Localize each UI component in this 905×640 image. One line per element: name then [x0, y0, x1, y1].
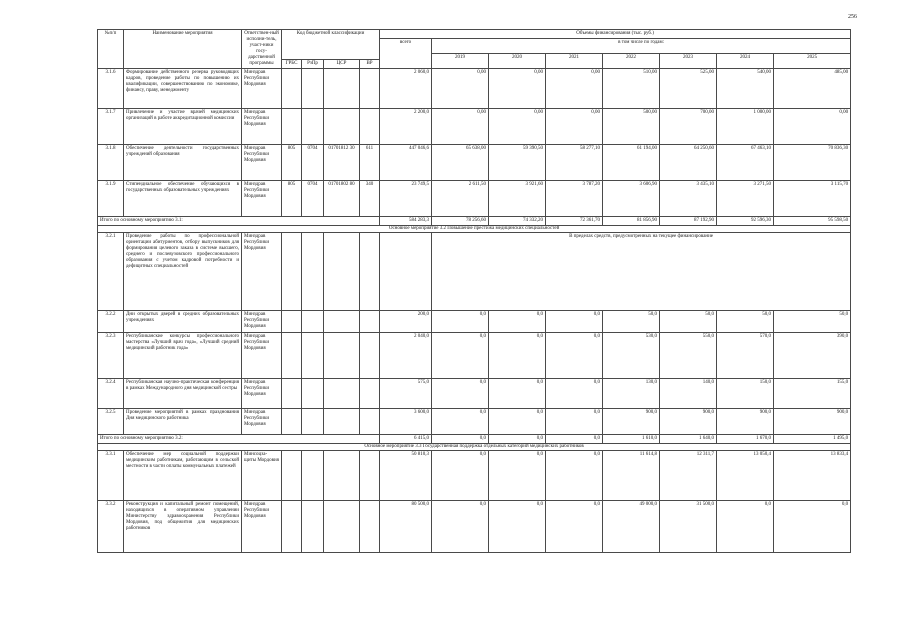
row-year-value: 3 787,20 [546, 181, 603, 217]
row-csr: 01701812 30 [324, 145, 360, 181]
row-csr [324, 311, 360, 333]
row-vr [360, 501, 380, 553]
row-rzpr [302, 409, 324, 435]
row-number: 3.2.4 [98, 379, 124, 409]
row-year-value: 0,0 [774, 501, 851, 553]
table-row [98, 311, 851, 333]
row-number: 3.2.1 [98, 233, 124, 311]
row-year-value: 0,00 [774, 109, 851, 145]
section-title: Основное мероприятие 3.3 Государственная поддержка отдельных категорий медицинских работников [98, 444, 851, 451]
row-year-value: 50,0 [660, 311, 717, 333]
row-responsible: Минздрав Республики Мордовия [242, 109, 282, 145]
row-year-value: 0,0 [432, 379, 489, 409]
header-including: в том числе по годам: [432, 39, 851, 54]
row-year-value: 12 311,7 [660, 451, 717, 501]
page-number: 256 [848, 14, 857, 20]
row-year-value: 0,0 [489, 451, 546, 501]
row-year-value: 510,00 [603, 69, 660, 109]
total-year-value: 72 361,70 [546, 217, 603, 226]
header-year: 2019 [432, 54, 489, 69]
row-year-value: 900,0 [774, 409, 851, 435]
row-vr [360, 409, 380, 435]
row-year-value: 1 000,00 [717, 109, 774, 145]
row-total: 575,0 [380, 379, 432, 409]
row-total: 50 810,3 [380, 451, 432, 501]
row-year-value: 0,0 [546, 451, 603, 501]
row-year-value: 0,0 [489, 379, 546, 409]
row-year-value: 61 194,00 [603, 145, 660, 181]
row-year-value: 2 611,50 [432, 181, 489, 217]
row-total: 200,0 [380, 311, 432, 333]
row-number: 3.1.7 [98, 109, 124, 145]
total-year-value: 1 610,0 [603, 435, 660, 444]
row-year-value: 550,0 [660, 333, 717, 379]
row-year-value: 900,0 [717, 409, 774, 435]
row-grbs [282, 333, 302, 379]
table-row [98, 145, 851, 181]
total-year-value: 92 596,30 [717, 217, 774, 226]
total-year-value: 81 856,90 [603, 217, 660, 226]
table-row [98, 451, 851, 501]
total-row [98, 435, 851, 444]
row-csr [324, 333, 360, 379]
row-total: 447 046,6 [380, 145, 432, 181]
header-total: всего [380, 39, 432, 69]
row-name: Обеспечение мер социальной поддержки медицинским работникам, работающим в сельской местности в части оплаты коммунальных платежей [124, 451, 242, 501]
row-grbs [282, 69, 302, 109]
row-code-empty [324, 233, 360, 311]
header-year: 2025 [774, 54, 851, 69]
row-year-value: 540,00 [717, 69, 774, 109]
row-year-value: 0,0 [489, 501, 546, 553]
row-year-value: 0,0 [546, 379, 603, 409]
row-year-value: 570,0 [717, 333, 774, 379]
row-year-value: 0,00 [432, 109, 489, 145]
row-grbs: 805 [282, 181, 302, 217]
row-grbs [282, 501, 302, 553]
row-responsible: Минздрав Республики Мордовия [242, 333, 282, 379]
row-year-value: 0,00 [432, 69, 489, 109]
row-year-value: 0,0 [489, 409, 546, 435]
row-year-value: 3 606,90 [603, 181, 660, 217]
total-year-value: 0,0 [489, 435, 546, 444]
row-total: 2 200,0 [380, 109, 432, 145]
row-code-empty [360, 233, 380, 311]
table-row [98, 409, 851, 435]
header-responsible: Ответствен-ный исполни-тель, участ-ники госу-дарственной программы [242, 30, 282, 69]
funding-note [432, 233, 851, 311]
row-year-value: 900,0 [603, 409, 660, 435]
row-year-value: 50,0 [603, 311, 660, 333]
header-year: 2021 [546, 54, 603, 69]
total-year-value: 0,0 [432, 435, 489, 444]
row-csr [324, 409, 360, 435]
row-year-value: 49 000,0 [603, 501, 660, 553]
row-year-value: 65 638,00 [432, 145, 489, 181]
row-year-value: 58 277,10 [546, 145, 603, 181]
row-name: Привлечение и участие врачей медицинских организаций в работе аккредитационной комиссии [124, 109, 242, 145]
row-rzpr [302, 451, 324, 501]
row-vr [360, 311, 380, 333]
total-year-value: 74 332,20 [489, 217, 546, 226]
row-year-value: 64 250,60 [660, 145, 717, 181]
row-name: Республиканская научно-практическая конференция в рамках Международного дня медицинской сестры [124, 379, 242, 409]
header-year: 2023 [660, 54, 717, 69]
row-year-value: 3 271,50 [717, 181, 774, 217]
row-number: 3.3.2 [98, 501, 124, 553]
row-year-value: 0,00 [489, 69, 546, 109]
row-code-empty [282, 233, 302, 311]
row-code-empty [302, 233, 324, 311]
row-responsible: Минздрав Республики Мордовия [242, 379, 282, 409]
row-total: 2 040,0 [380, 333, 432, 379]
row-year-value: 0,0 [432, 451, 489, 501]
table-row [98, 69, 851, 109]
row-year-value: 67 463,10 [717, 145, 774, 181]
header-funding: Объемы финансирования (тыс. руб.) [380, 30, 851, 39]
row-year-value: 50,0 [717, 311, 774, 333]
row-rzpr [302, 69, 324, 109]
total-year-value: 78 256,60 [432, 217, 489, 226]
row-vr: 340 [360, 181, 380, 217]
total-sum: 6 415,0 [380, 435, 432, 444]
row-total-empty [380, 233, 432, 311]
row-year-value: 140,0 [660, 379, 717, 409]
row-year-value: 155,0 [774, 379, 851, 409]
row-grbs [282, 109, 302, 145]
row-year-value: 900,0 [660, 409, 717, 435]
total-year-value: 95 598,50 [774, 217, 851, 226]
header-year: 2024 [717, 54, 774, 69]
row-year-value: 0,0 [546, 311, 603, 333]
row-year-value: 0,0 [546, 333, 603, 379]
total-year-value: 87 192,90 [660, 217, 717, 226]
row-year-value: 13 050,4 [717, 451, 774, 501]
row-csr [324, 451, 360, 501]
row-year-value: 11 614,8 [603, 451, 660, 501]
row-year-value: 0,0 [546, 501, 603, 553]
row-vr [360, 69, 380, 109]
row-csr [324, 109, 360, 145]
row-year-value: 0,0 [432, 333, 489, 379]
row-year-value: 59 390,50 [489, 145, 546, 181]
row-year-value: 130,0 [603, 379, 660, 409]
row-rzpr [302, 333, 324, 379]
row-year-value: 150,0 [717, 379, 774, 409]
funding-table [97, 29, 851, 553]
header-name: Наименование мероприятия [124, 30, 242, 69]
row-year-value: 0,0 [546, 409, 603, 435]
total-year-value: 1 495,0 [774, 435, 851, 444]
row-year-value: 70 836,30 [774, 145, 851, 181]
table-row [98, 233, 851, 311]
table-row [98, 379, 851, 409]
row-responsible: Минсоцза-щиты Мордовия [242, 451, 282, 501]
row-grbs [282, 409, 302, 435]
row-responsible: Минздрав Республики Мордовия [242, 501, 282, 553]
row-year-value: 525,00 [660, 69, 717, 109]
row-vr [360, 333, 380, 379]
table-row [98, 109, 851, 145]
header-code: ЦСР [324, 60, 360, 69]
section-title: Основное мероприятие 3.2 Повышение престижа медицинских специальностей [98, 226, 851, 233]
row-year-value: 700,00 [660, 109, 717, 145]
total-year-value: 0,0 [546, 435, 603, 444]
total-label: Итого по основному мероприятию 3.1: [98, 217, 380, 226]
row-vr [360, 379, 380, 409]
row-number: 3.2.5 [98, 409, 124, 435]
header-code: ВР [360, 60, 380, 69]
row-year-value: 13 833,4 [774, 451, 851, 501]
row-rzpr: 0704 [302, 145, 324, 181]
row-year-value: 0,0 [432, 409, 489, 435]
row-name: Проведение работы по профессиональной ориентации абитуриентов, отбору выпускников для формирования целевого заказа в системе высшего, среднего и послевузовского профессионального образования с учетом кадровой потребности и дефицитных специальностей [124, 233, 242, 311]
row-vr: 611 [360, 145, 380, 181]
row-name: Проведение мероприятий в рамках празднования Дня медицинского работника [124, 409, 242, 435]
row-total: 23 749,5 [380, 181, 432, 217]
total-year-value: 1 670,0 [717, 435, 774, 444]
row-responsible: Минздрав Республики Мордовия [242, 145, 282, 181]
row-name: Дни открытых дверей в средних образовательных учреждениях [124, 311, 242, 333]
total-label: Итого по основному мероприятию 3.2: [98, 435, 380, 444]
header-year: 2020 [489, 54, 546, 69]
row-responsible: Минздрав Республики Мордовия [242, 233, 282, 311]
total-sum: 584 283,3 [380, 217, 432, 226]
row-year-value: 31 500,0 [660, 501, 717, 553]
row-year-value: 0,0 [489, 333, 546, 379]
header-year: 2022 [603, 54, 660, 69]
row-number: 3.1.8 [98, 145, 124, 181]
total-year-value: 1 640,0 [660, 435, 717, 444]
header-code: РзПр [302, 60, 324, 69]
row-name: Реконструкция и капитальный ремонт помещений, находящихся в оперативном управлении Министерству здравоохранения Республики Мордовия, под общежития для медицинских работников [124, 501, 242, 553]
header-budget-code: Код бюджетной классификации [282, 30, 380, 60]
total-row [98, 217, 851, 226]
row-number: 3.1.6 [98, 69, 124, 109]
row-csr: 01701802 80 [324, 181, 360, 217]
row-year-value: 3 435,10 [660, 181, 717, 217]
section-row [98, 226, 851, 233]
row-rzpr: 0704 [302, 181, 324, 217]
row-responsible: Минздрав Республики Мордовия [242, 409, 282, 435]
row-number: 3.2.3 [98, 333, 124, 379]
row-total: 80 500,0 [380, 501, 432, 553]
row-year-value: 0,00 [546, 109, 603, 145]
row-year-value: 0,0 [432, 501, 489, 553]
row-year-value: 3 115,70 [774, 181, 851, 217]
row-name: Стипендиальное обеспечение обучающихся в государственных образовательных учреждениях [124, 181, 242, 217]
row-year-value: 0,00 [546, 69, 603, 109]
row-responsible: Минздрав Республики Мордовия [242, 181, 282, 217]
row-rzpr [302, 109, 324, 145]
row-rzpr [302, 311, 324, 333]
row-vr [360, 451, 380, 501]
row-grbs [282, 451, 302, 501]
row-year-value: 3 921,60 [489, 181, 546, 217]
table-row [98, 501, 851, 553]
row-name: Формирование действенного резерва руководящих кадров, проведение работы по повышению их квалификации, совершенствованию по экономике, финансу, праву, менеджменту [124, 69, 242, 109]
header-code: ГРБС [282, 60, 302, 69]
row-year-value: 500,00 [603, 109, 660, 145]
section-row [98, 444, 851, 451]
row-csr [324, 501, 360, 553]
header-row-1 [98, 30, 851, 39]
row-name: Обеспечение деятельности государственных учреждений образования [124, 145, 242, 181]
row-year-value: 50,0 [774, 311, 851, 333]
row-number: 3.3.1 [98, 451, 124, 501]
row-responsible: Минздрав Республики Мордовия [242, 69, 282, 109]
row-total: 3 600,0 [380, 409, 432, 435]
row-year-value: 485,00 [774, 69, 851, 109]
row-year-value: 0,0 [489, 311, 546, 333]
row-responsible: Минздрав Республики Мордовия [242, 311, 282, 333]
row-total: 2 060,0 [380, 69, 432, 109]
header-num: №п/п [98, 30, 124, 69]
funding-note-text: В пределах средств, предусмотренных на текущее финансирование [569, 234, 713, 239]
row-grbs [282, 311, 302, 333]
row-year-value: 0,00 [489, 109, 546, 145]
row-csr [324, 69, 360, 109]
row-year-value: 530,0 [603, 333, 660, 379]
table-row [98, 333, 851, 379]
row-rzpr [302, 379, 324, 409]
row-vr [360, 109, 380, 145]
row-number: 3.2.2 [98, 311, 124, 333]
row-rzpr [302, 501, 324, 553]
row-grbs: 805 [282, 145, 302, 181]
table-row [98, 181, 851, 217]
row-year-value: 0,0 [717, 501, 774, 553]
row-csr [324, 379, 360, 409]
row-grbs [282, 379, 302, 409]
row-number: 3.1.9 [98, 181, 124, 217]
row-year-value: 390,0 [774, 333, 851, 379]
row-year-value: 0,0 [432, 311, 489, 333]
row-name: Республиканские конкурсы профессионального мастерства «Лучший врач года», «Лучший средний медицинский работник года» [124, 333, 242, 379]
